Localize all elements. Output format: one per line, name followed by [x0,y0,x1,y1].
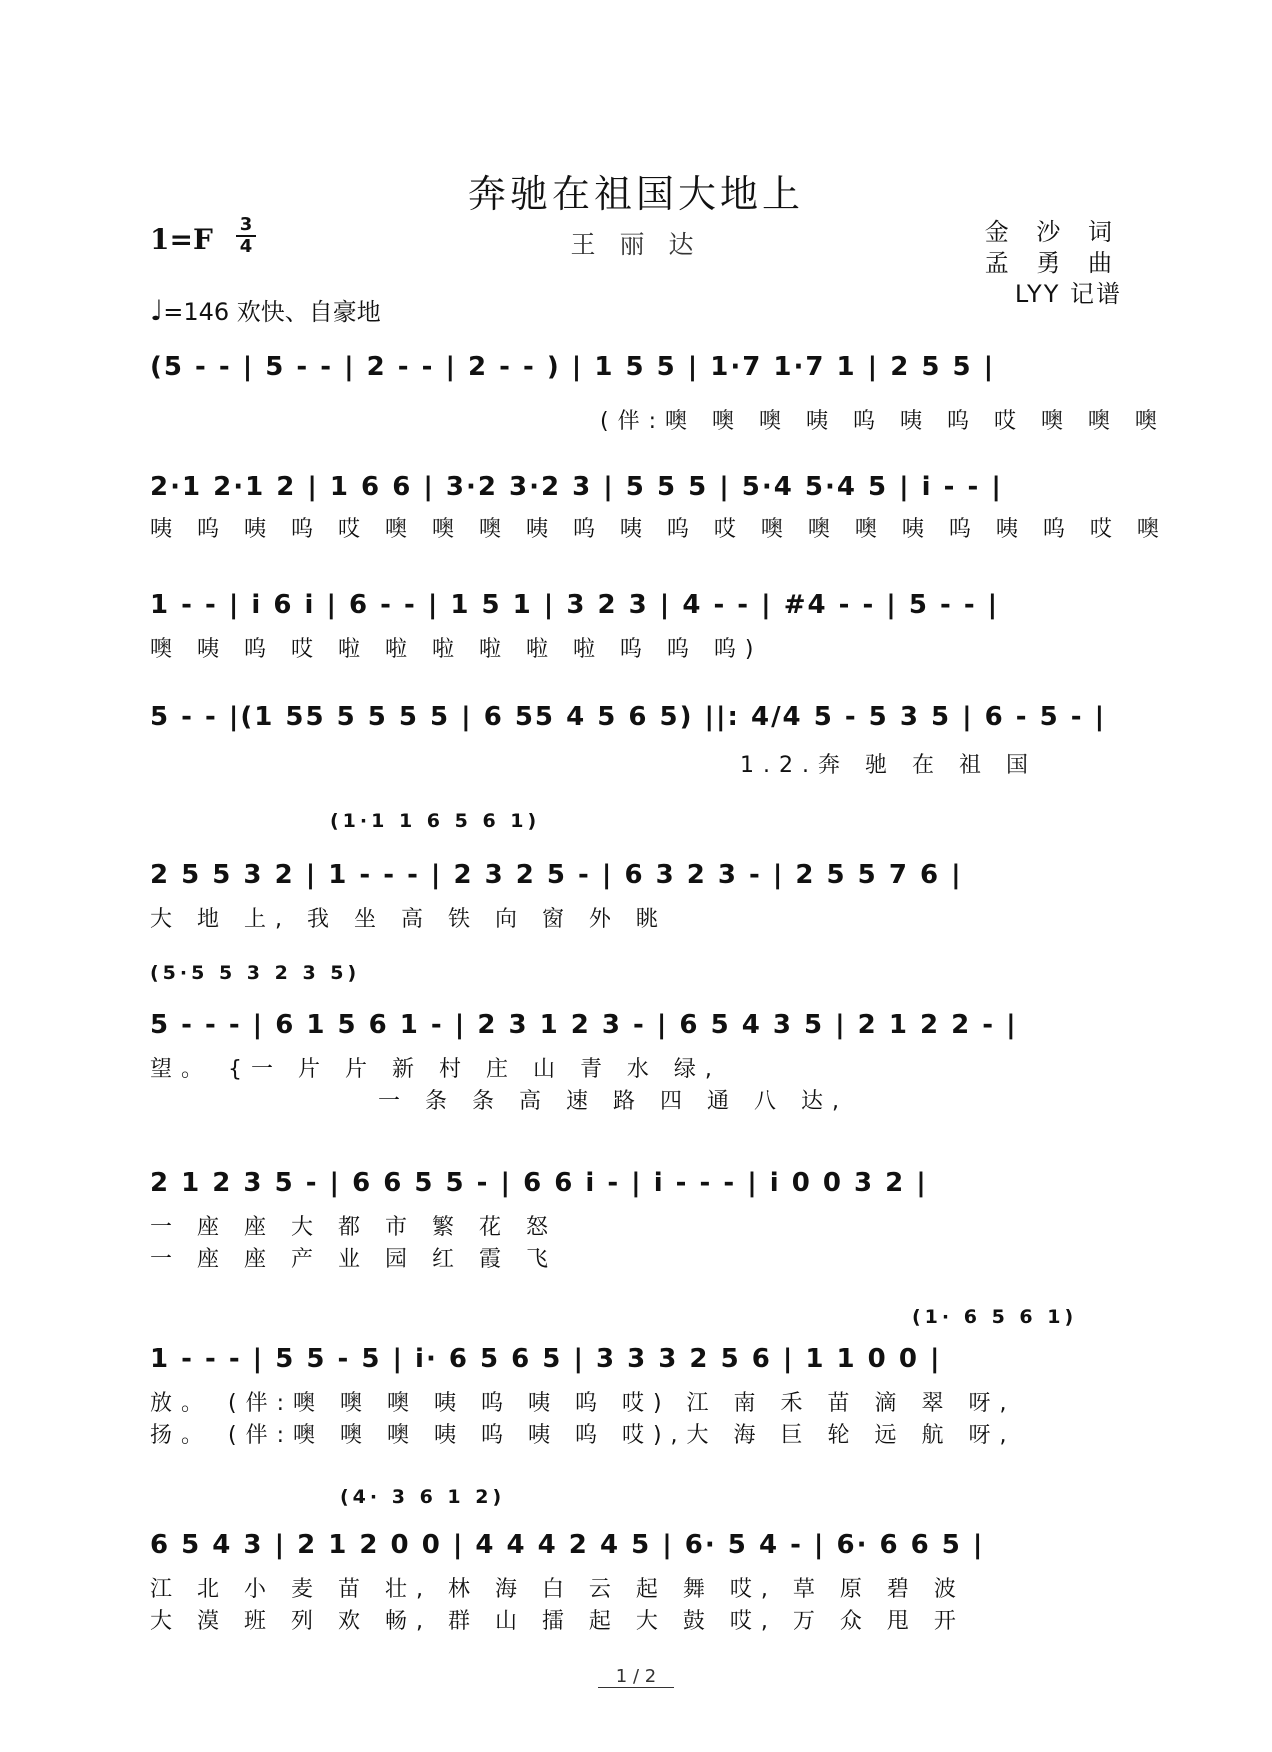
score-line-5-notes: 2 5 5 3 2 | 1 - - - | 2 3 2 5 - | 6 3 2 3 - | 2 5 5 7 6 | [150,860,963,890]
singer: 王 丽 达 [570,230,702,259]
score-line-9-accompaniment: (4· 3 6 1 2) [340,1486,506,1508]
page-number [0,1666,1272,1687]
score-line-4-lyrics: 1.2.奔 驰 在 祖 国 [740,753,1037,778]
score-line-2-lyrics: 咦 呜 咦 呜 哎 噢 噢 噢 咦 呜 咦 呜 哎 噢 噢 噢 咦 呜 咦 呜 哎 噢 [150,517,1168,542]
score-line-7-notes: 2 1 2 3 5 - | 6 6 5 5 - | 6 6 i - | i - - - | i 0 0 3 2 | [150,1168,928,1198]
score-line-1-notes: (5 - - | 5 - - | 2 - - | 2 - - ) | 1 5 5 | 1·7 1·7 1 | 2 5 5 | [150,352,996,382]
score-line-7-lyrics-verse-1: 一 座 座 大 都 市 繁 花 怒 [150,1215,557,1240]
tempo-text: =146 欢快、自豪地 [163,298,381,326]
score-line-2-notes: 2·1 2·1 2 | 1 6 6 | 3·2 3·2 3 | 5 5 5 | 5·4 5·4 5 | i - - | [150,472,1003,502]
quarter-note-icon: ♩ [150,294,164,327]
score-line-6-notes: 5 - - - | 6 1 5 6 1 - | 2 3 1 2 3 - | 6 5 4 3 5 | 2 1 2 2 - | [150,1010,1018,1040]
score-line-9-notes: 6 5 4 3 | 2 1 2 0 0 | 4 4 4 2 4 5 | 6· 5 4 - | 6· 6 6 5 | [150,1530,985,1560]
time-signature-top: 3 [239,214,253,235]
tempo-marking [150,292,381,327]
time-signature [236,216,256,256]
lyricist-credit: 金 沙 词 [984,218,1122,246]
score-line-6-accompaniment: (5·5 5 3 2 3 5) [150,962,361,984]
score-line-5-lyrics: 大 地 上, 我 坐 高 铁 向 窗 外 眺 [150,907,667,932]
transcriber-credit: LYY 记谱 [1014,280,1122,308]
score-line-4-notes: 5 - - |(1 55 5 5 5 5 | 6 55 4 5 6 5) ||: 4/4 5 - 5 3 5 | 6 - 5 - | [150,702,1107,732]
time-signature-bottom: 4 [239,236,253,257]
page-number-text: 1 / 2 [598,1666,674,1688]
score-line-9-lyrics-verse-2: 大 漠 班 列 欢 畅, 群 山 擂 起 大 鼓 哎, 万 众 甩 开 [150,1609,965,1634]
score-line-6-lyrics-verse-1: 望。 {一 片 片 新 村 庄 山 青 水 绿, [150,1057,721,1082]
score-line-8-accompaniment: (1· 6 5 6 1) [912,1306,1078,1328]
key-signature: 1=F [150,223,213,256]
composer-credit: 孟 勇 曲 [984,249,1122,277]
score-line-8-lyrics-verse-2: 扬。 (伴:噢 噢 噢 咦 呜 咦 呜 哎),大 海 巨 轮 远 航 呀, [150,1423,1016,1448]
score-line-3-notes: 1 - - | i 6 i | 6 - - | 1 5 1 | 3 2 3 | 4 - - | #4 - - | 5 - - | [150,590,1000,620]
score-line-8-notes: 1 - - - | 5 5 - 5 | i· 6 5 6 5 | 3 3 3 2 5 6 | 1 1 0 0 | [150,1344,942,1374]
score-line-6-lyrics-verse-2: 一 条 条 高 速 路 四 通 八 达, [378,1089,848,1114]
score-line-1-lyrics: (伴:噢 噢 噢 咦 呜 咦 呜 哎 噢 噢 噢 [600,409,1166,434]
score-line-5-accompaniment: (1·1 1 6 5 6 1) [330,810,541,832]
score-line-3-lyrics: 噢 咦 呜 哎 啦 啦 啦 啦 啦 啦 呜 呜 呜) [150,637,763,662]
score-line-9-lyrics-verse-1: 江 北 小 麦 苗 壮, 林 海 白 云 起 舞 哎, 草 原 碧 波 [150,1577,965,1602]
song-title: 奔驰在祖国大地上 [467,172,804,216]
score-line-7-lyrics-verse-2: 一 座 座 产 业 园 红 霞 飞 [150,1247,557,1272]
score-line-8-lyrics-verse-1: 放。 (伴:噢 噢 噢 咦 呜 咦 呜 哎) 江 南 禾 苗 滴 翠 呀, [150,1391,1016,1416]
